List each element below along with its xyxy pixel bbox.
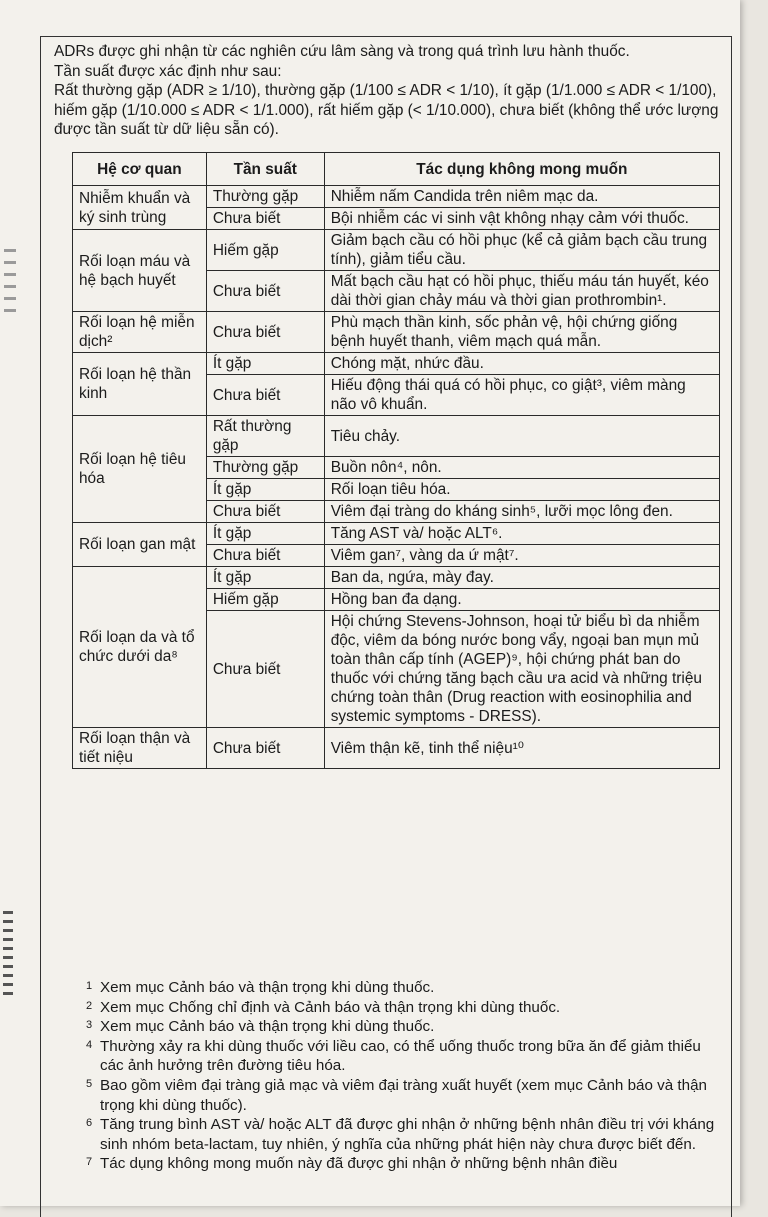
table-row <box>73 230 720 271</box>
organ-cell: Rối loạn da và tổ chức dưới da⁸ <box>73 567 207 728</box>
frequency-cell: Chưa biết <box>206 375 324 416</box>
intro-text <box>54 42 726 140</box>
table-header-row <box>73 153 720 186</box>
footnotes <box>86 978 722 1174</box>
frequency-cell: Chưa biết <box>206 271 324 312</box>
frequency-cell: Chưa biết <box>206 611 324 728</box>
frequency-cell: Chưa biết <box>206 208 324 230</box>
footnote-number: 6 <box>86 1117 93 1130</box>
frequency-cell: Rất thường gặp <box>206 416 324 457</box>
footnote-text: Xem mục Chống chỉ định và Cảnh báo và thận trọng khi dùng thuốc. <box>100 998 561 1016</box>
frequency-cell: Ít gặp <box>206 353 324 375</box>
effect-cell: Ban da, ngứa, mày đay. <box>324 567 719 589</box>
footnote <box>86 1115 722 1154</box>
intro-line: Tần suất được xác định như sau: <box>54 62 282 80</box>
footnote <box>86 1154 722 1174</box>
frequency-cell: Chưa biết <box>206 545 324 567</box>
organ-cell: Nhiễm khuẩn và ký sinh trùng <box>73 186 207 230</box>
footnote <box>86 1076 722 1115</box>
effect-cell: Buồn nôn⁴, nôn. <box>324 457 719 479</box>
table-row <box>73 416 720 457</box>
effect-cell: Chóng mặt, nhức đầu. <box>324 353 719 375</box>
footnote-number: 3 <box>86 1019 93 1032</box>
header-effect: Tác dụng không mong muốn <box>324 153 719 186</box>
footnote-text: Xem mục Cảnh báo và thận trọng khi dùng thuốc. <box>100 979 435 996</box>
footnote <box>86 998 722 1018</box>
footnote-number: 2 <box>86 999 93 1012</box>
header-organ: Hệ cơ quan <box>73 153 207 186</box>
organ-cell: Rối loạn thận và tiết niệu <box>73 728 207 769</box>
frequency-cell: Thường gặp <box>206 186 324 208</box>
intro-line: ADRs được ghi nhận từ các nghiên cứu lâm sàng và trong quá trình lưu hành thuốc. <box>54 43 630 60</box>
adr-table <box>72 152 720 769</box>
effect-cell: Mất bạch cầu hạt có hồi phục, thiếu máu tán huyết, kéo dài thời gian chảy máu và thời gian prothrombin¹. <box>324 271 719 312</box>
frequency-cell: Hiếm gặp <box>206 230 324 271</box>
organ-cell: Rối loạn gan mật <box>73 523 207 567</box>
effect-cell: Tiêu chảy. <box>324 416 719 457</box>
organ-cell: Rối loạn hệ miễn dịch² <box>73 312 207 353</box>
frequency-cell: Hiếm gặp <box>206 589 324 611</box>
organ-cell: Rối loạn máu và hệ bạch huyết <box>73 230 207 312</box>
footnote <box>86 1037 722 1076</box>
effect-cell: Hiếu động thái quá có hồi phục, co giật³, viêm màng não vô khuẩn. <box>324 375 719 416</box>
margin-marks <box>0 240 24 321</box>
footnote-text: Xem mục Cảnh báo và thận trọng khi dùng thuốc. <box>100 1018 435 1036</box>
table-row <box>73 523 720 545</box>
effect-cell: Bội nhiễm các vi sinh vật không nhạy cảm với thuốc. <box>324 208 719 230</box>
frequency-cell: Ít gặp <box>206 567 324 589</box>
organ-cell: Rối loạn hệ tiêu hóa <box>73 416 207 523</box>
margin-marks-lower <box>0 905 24 1001</box>
effect-cell: Phù mạch thần kinh, sốc phản vệ, hội chứng giống bệnh huyết thanh, viêm mạch quá mẫn. <box>324 312 719 353</box>
effect-cell: Viêm đại tràng do kháng sinh⁵, lưỡi mọc lông đen. <box>324 501 719 523</box>
footnote-number: 4 <box>86 1038 93 1051</box>
frequency-cell: Thường gặp <box>206 457 324 479</box>
footnote-number: 1 <box>86 980 93 992</box>
frequency-cell: Chưa biết <box>206 728 324 769</box>
effect-cell: Rối loạn tiêu hóa. <box>324 479 719 501</box>
header-frequency: Tần suất <box>206 153 324 186</box>
table-row <box>73 567 720 589</box>
effect-cell: Viêm thận kẽ, tinh thể niệu¹⁰ <box>324 728 719 769</box>
footnote-number: 5 <box>86 1077 93 1090</box>
effect-cell: Hồng ban đa dạng. <box>324 589 719 611</box>
effect-cell: Hội chứng Stevens-Johnson, hoại tử biểu bì da nhiễm độc, viêm da bóng nước bong vẩy, ngoại ban mụn mủ toàn thân cấp tính (AGEP)⁹, hội chứng phát ban do thuốc với chứng tăng bạch cầu ưa acid và những triệu chứng toàn thân (Drug reaction with eosinophilia and systemic symptoms - DRESS). <box>324 611 719 728</box>
effect-cell: Nhiễm nấm Candida trên niêm mạc da. <box>324 186 719 208</box>
footnote-text: Thường xảy ra khi dùng thuốc với liều cao, có thể uống thuốc trong bữa ăn để giảm thiểu các ảnh hưởng trên đường tiêu hóa. <box>100 1037 701 1075</box>
effect-cell: Viêm gan⁷, vàng da ứ mật⁷. <box>324 545 719 567</box>
frequency-cell: Chưa biết <box>206 312 324 353</box>
organ-cell: Rối loạn hệ thần kinh <box>73 353 207 416</box>
table-row <box>73 353 720 375</box>
frequency-cell: Ít gặp <box>206 479 324 501</box>
table-row <box>73 186 720 208</box>
frequency-cell: Ít gặp <box>206 523 324 545</box>
footnote-number: 7 <box>86 1156 93 1169</box>
footnote-text: Bao gồm viêm đại tràng giả mạc và viêm đại tràng xuất huyết (xem mục Cảnh báo và thận trọng khi dùng thuốc). <box>100 1076 707 1114</box>
effect-cell: Giảm bạch cầu có hồi phục (kể cả giảm bạch cầu trung tính), giảm tiểu cầu. <box>324 230 719 271</box>
table-row <box>73 728 720 769</box>
frequency-cell: Chưa biết <box>206 501 324 523</box>
footnote <box>86 1017 722 1037</box>
footnote-text: Tăng trung bình AST và/ hoặc ALT đã được ghi nhận ở những bệnh nhân điều trị với kháng sinh nhóm beta-lactam, tuy nhiên, ý nghĩa của những phát hiện này chưa được biết đến. <box>100 1116 715 1153</box>
footnote <box>86 978 722 998</box>
footnote-text: Tác dụng không mong muốn này đã được ghi nhận ở những bệnh nhân điều <box>100 1155 618 1173</box>
table-row <box>73 312 720 353</box>
effect-cell: Tăng AST và/ hoặc ALT⁶. <box>324 523 719 545</box>
intro-line: Rất thường gặp (ADR ≥ 1/10), thường gặp (1/100 ≤ ADR < 1/10), ít gặp (1/1.000 ≤ ADR < 1/100), hiếm gặp (1/10.000 ≤ ADR < 1/1.000), rất hiếm gặp (< 1/10.000), chưa biết (không thể ước lượng được tần suất từ dữ liệu sẵn có). <box>54 82 719 139</box>
